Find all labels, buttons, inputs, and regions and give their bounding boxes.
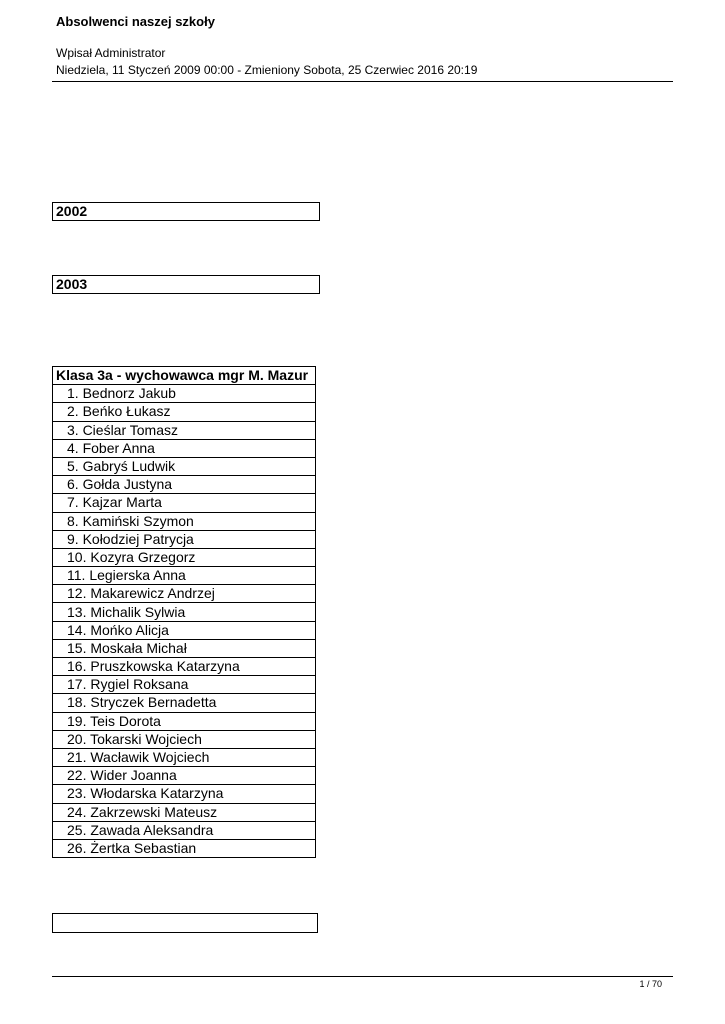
student-name: 21. Wacławik Wojciech [53,748,316,766]
student-name: 6. Gołda Justyna [53,476,316,494]
table-row [53,530,316,548]
table-row [53,548,316,566]
class-table [52,366,316,858]
class-header: Klasa 3a - wychowawca mgr M. Mazur [53,367,316,385]
table-row [53,767,316,785]
footer-divider [52,976,673,977]
table-row [53,476,316,494]
table-row [53,839,316,857]
student-name: 10. Kozyra Grzegorz [53,548,316,566]
table-row [53,658,316,676]
student-name: 7. Kajzar Marta [53,494,316,512]
table-row [53,785,316,803]
student-name: 8. Kamiński Szymon [53,512,316,530]
table-row [53,748,316,766]
student-name: 11. Legierska Anna [53,567,316,585]
table-row [53,621,316,639]
student-name: 25. Zawada Aleksandra [53,821,316,839]
dates-line: Niedziela, 11 Styczeń 2009 00:00 - Zmieniony Sobota, 25 Czerwiec 2016 20:19 [56,63,478,77]
table-row [53,421,316,439]
empty-table-box [52,913,318,933]
table-row [53,439,316,457]
table-row [53,385,316,403]
student-name: 26. Żertka Sebastian [53,839,316,857]
student-name: 20. Tokarski Wojciech [53,730,316,748]
student-name: 9. Kołodziej Patrycja [53,530,316,548]
student-name: 13. Michalik Sylwia [53,603,316,621]
student-name: 2. Beńko Łukasz [53,403,316,421]
student-name: 16. Pruszkowska Katarzyna [53,658,316,676]
table-row [53,494,316,512]
student-name: 23. Włodarska Katarzyna [53,785,316,803]
page-title: Absolwenci naszej szkoły [56,14,215,29]
student-name: 18. Stryczek Bernadetta [53,694,316,712]
student-name: 4. Fober Anna [53,439,316,457]
table-row [53,512,316,530]
student-name: 22. Wider Joanna [53,767,316,785]
table-row [53,457,316,475]
student-name: 14. Mońko Alicja [53,621,316,639]
student-name: 5. Gabryś Ludwik [53,457,316,475]
student-name: 19. Teis Dorota [53,712,316,730]
student-name: 17. Rygiel Roksana [53,676,316,694]
year-heading-2003: 2003 [52,275,320,294]
table-row [53,694,316,712]
student-name: 15. Moskała Michał [53,639,316,657]
header-divider [52,81,673,82]
table-row [53,639,316,657]
table-row [53,603,316,621]
student-name: 24. Zakrzewski Mateusz [53,803,316,821]
table-row [53,585,316,603]
author-line: Wpisał Administrator [56,46,166,60]
student-name: 12. Makarewicz Andrzej [53,585,316,603]
year-heading-2002: 2002 [52,202,320,221]
student-name: 3. Cieślar Tomasz [53,421,316,439]
table-row [53,403,316,421]
class-table-header-row [53,367,316,385]
page-number: 1 / 70 [639,979,662,989]
table-row [53,712,316,730]
table-row [53,730,316,748]
table-row [53,567,316,585]
table-row [53,676,316,694]
table-row [53,821,316,839]
table-row [53,803,316,821]
student-name: 1. Bednorz Jakub [53,385,316,403]
